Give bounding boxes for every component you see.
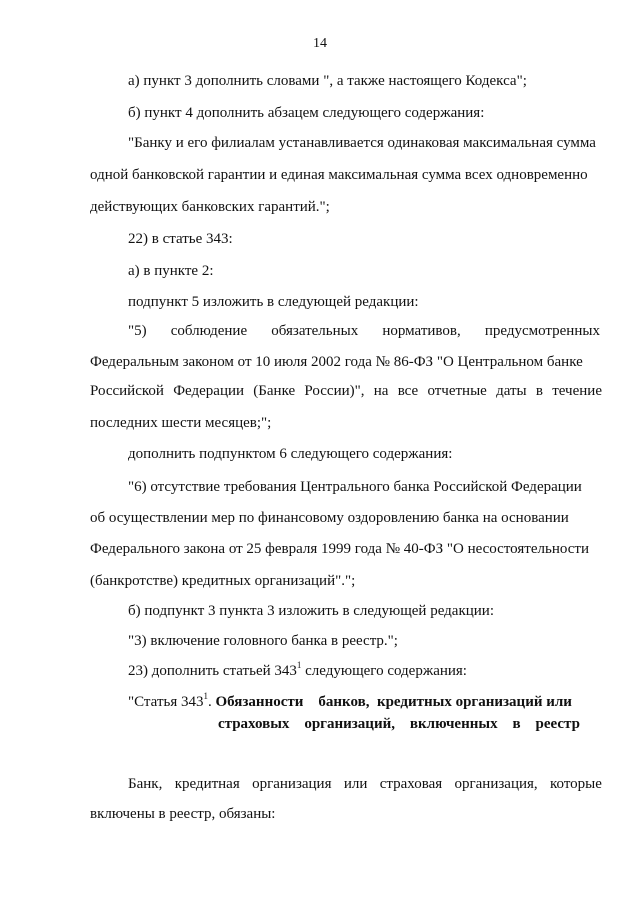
word: течение bbox=[552, 383, 602, 399]
word: соблюдение bbox=[170, 323, 248, 339]
word: Федерации bbox=[173, 383, 245, 399]
word: на bbox=[373, 383, 389, 399]
paragraph-line: а) в пункте 2: bbox=[128, 263, 214, 279]
quote-line: Федерального закона от 25 февраля 1999 года № 40-ФЗ "О несостоятельности bbox=[90, 541, 589, 557]
paragraph-line: Федеральным законом от 10 июля 2002 года № 86-ФЗ "О Центральном банке bbox=[90, 354, 583, 370]
quote-line: (банкротстве) кредитных организаций"."; bbox=[90, 573, 356, 589]
justified-line bbox=[128, 322, 600, 340]
superscript: 1 bbox=[203, 691, 208, 701]
paragraph-line: включены в реестр, обязаны: bbox=[90, 806, 276, 822]
article-heading: "Статья $343^1$. Обязанности банков, кредитных организаций или bbox=[128, 691, 572, 710]
quote-line: "Банку и его филиалам устанавливается одинаковая максимальная сумма bbox=[128, 135, 596, 151]
word: страховых bbox=[218, 716, 290, 732]
word: реестр bbox=[535, 716, 580, 732]
word: обязательных bbox=[271, 323, 359, 339]
paragraph-line: дополнить подпунктом 6 следующего содержания: bbox=[128, 446, 453, 462]
superscript: 1 bbox=[296, 660, 302, 670]
quote-line: одной банковской гарантии и единая максимальная сумма всех одновременно bbox=[90, 167, 588, 183]
word: или bbox=[343, 776, 368, 792]
justified-line bbox=[90, 382, 602, 400]
word: организация bbox=[252, 776, 332, 792]
word: включенных bbox=[409, 716, 498, 732]
paragraph-line: а) пункт 3 дополнить словами ", а также настоящего Кодекса"; bbox=[128, 73, 527, 89]
page-number: 14 bbox=[313, 36, 327, 51]
paragraph-line: 23) дополнить статьей $343^1$ следующего содержания: bbox=[128, 660, 467, 679]
word: в bbox=[512, 716, 521, 732]
article-title: Обязанности банков, кредитных организаций или bbox=[215, 694, 572, 710]
word: организация, bbox=[454, 776, 538, 792]
word: организаций, bbox=[304, 716, 395, 732]
paragraph-line: б) пункт 4 дополнить абзацем следующего содержания: bbox=[128, 105, 485, 121]
paragraph-line: последних шести месяцев;"; bbox=[90, 415, 272, 431]
paragraph-line: б) подпункт 3 пункта 3 изложить в следующей редакции: bbox=[128, 603, 494, 619]
word: "5) bbox=[128, 323, 147, 339]
word: предусмотренных bbox=[484, 323, 600, 339]
paragraph-line: 22) в статье 343: bbox=[128, 231, 233, 247]
quote-line: об осуществлении мер по финансовому оздоровлению банка на основании bbox=[90, 510, 569, 526]
word: кредитная bbox=[174, 776, 240, 792]
paragraph-line: подпункт 5 изложить в следующей редакции: bbox=[128, 294, 419, 310]
word: все bbox=[397, 383, 419, 399]
word: даты bbox=[496, 383, 527, 399]
quote-line: действующих банковских гарантий."; bbox=[90, 199, 330, 215]
word: в bbox=[535, 383, 543, 399]
word: отчетные bbox=[427, 383, 487, 399]
article-title-continuation bbox=[218, 715, 580, 733]
word: (Банке bbox=[253, 383, 296, 399]
word: которые bbox=[550, 776, 602, 792]
word: Банк, bbox=[128, 776, 163, 792]
quote-line: "6) отсутствие требования Центрального банка Российской Федерации bbox=[128, 479, 582, 495]
word: России)", bbox=[304, 383, 365, 399]
word: страховая bbox=[379, 776, 443, 792]
word: нормативов, bbox=[382, 323, 461, 339]
justified-line bbox=[128, 775, 602, 793]
word: Российской bbox=[90, 383, 164, 399]
quote-line: "3) включение головного банка в реестр."; bbox=[128, 633, 398, 649]
